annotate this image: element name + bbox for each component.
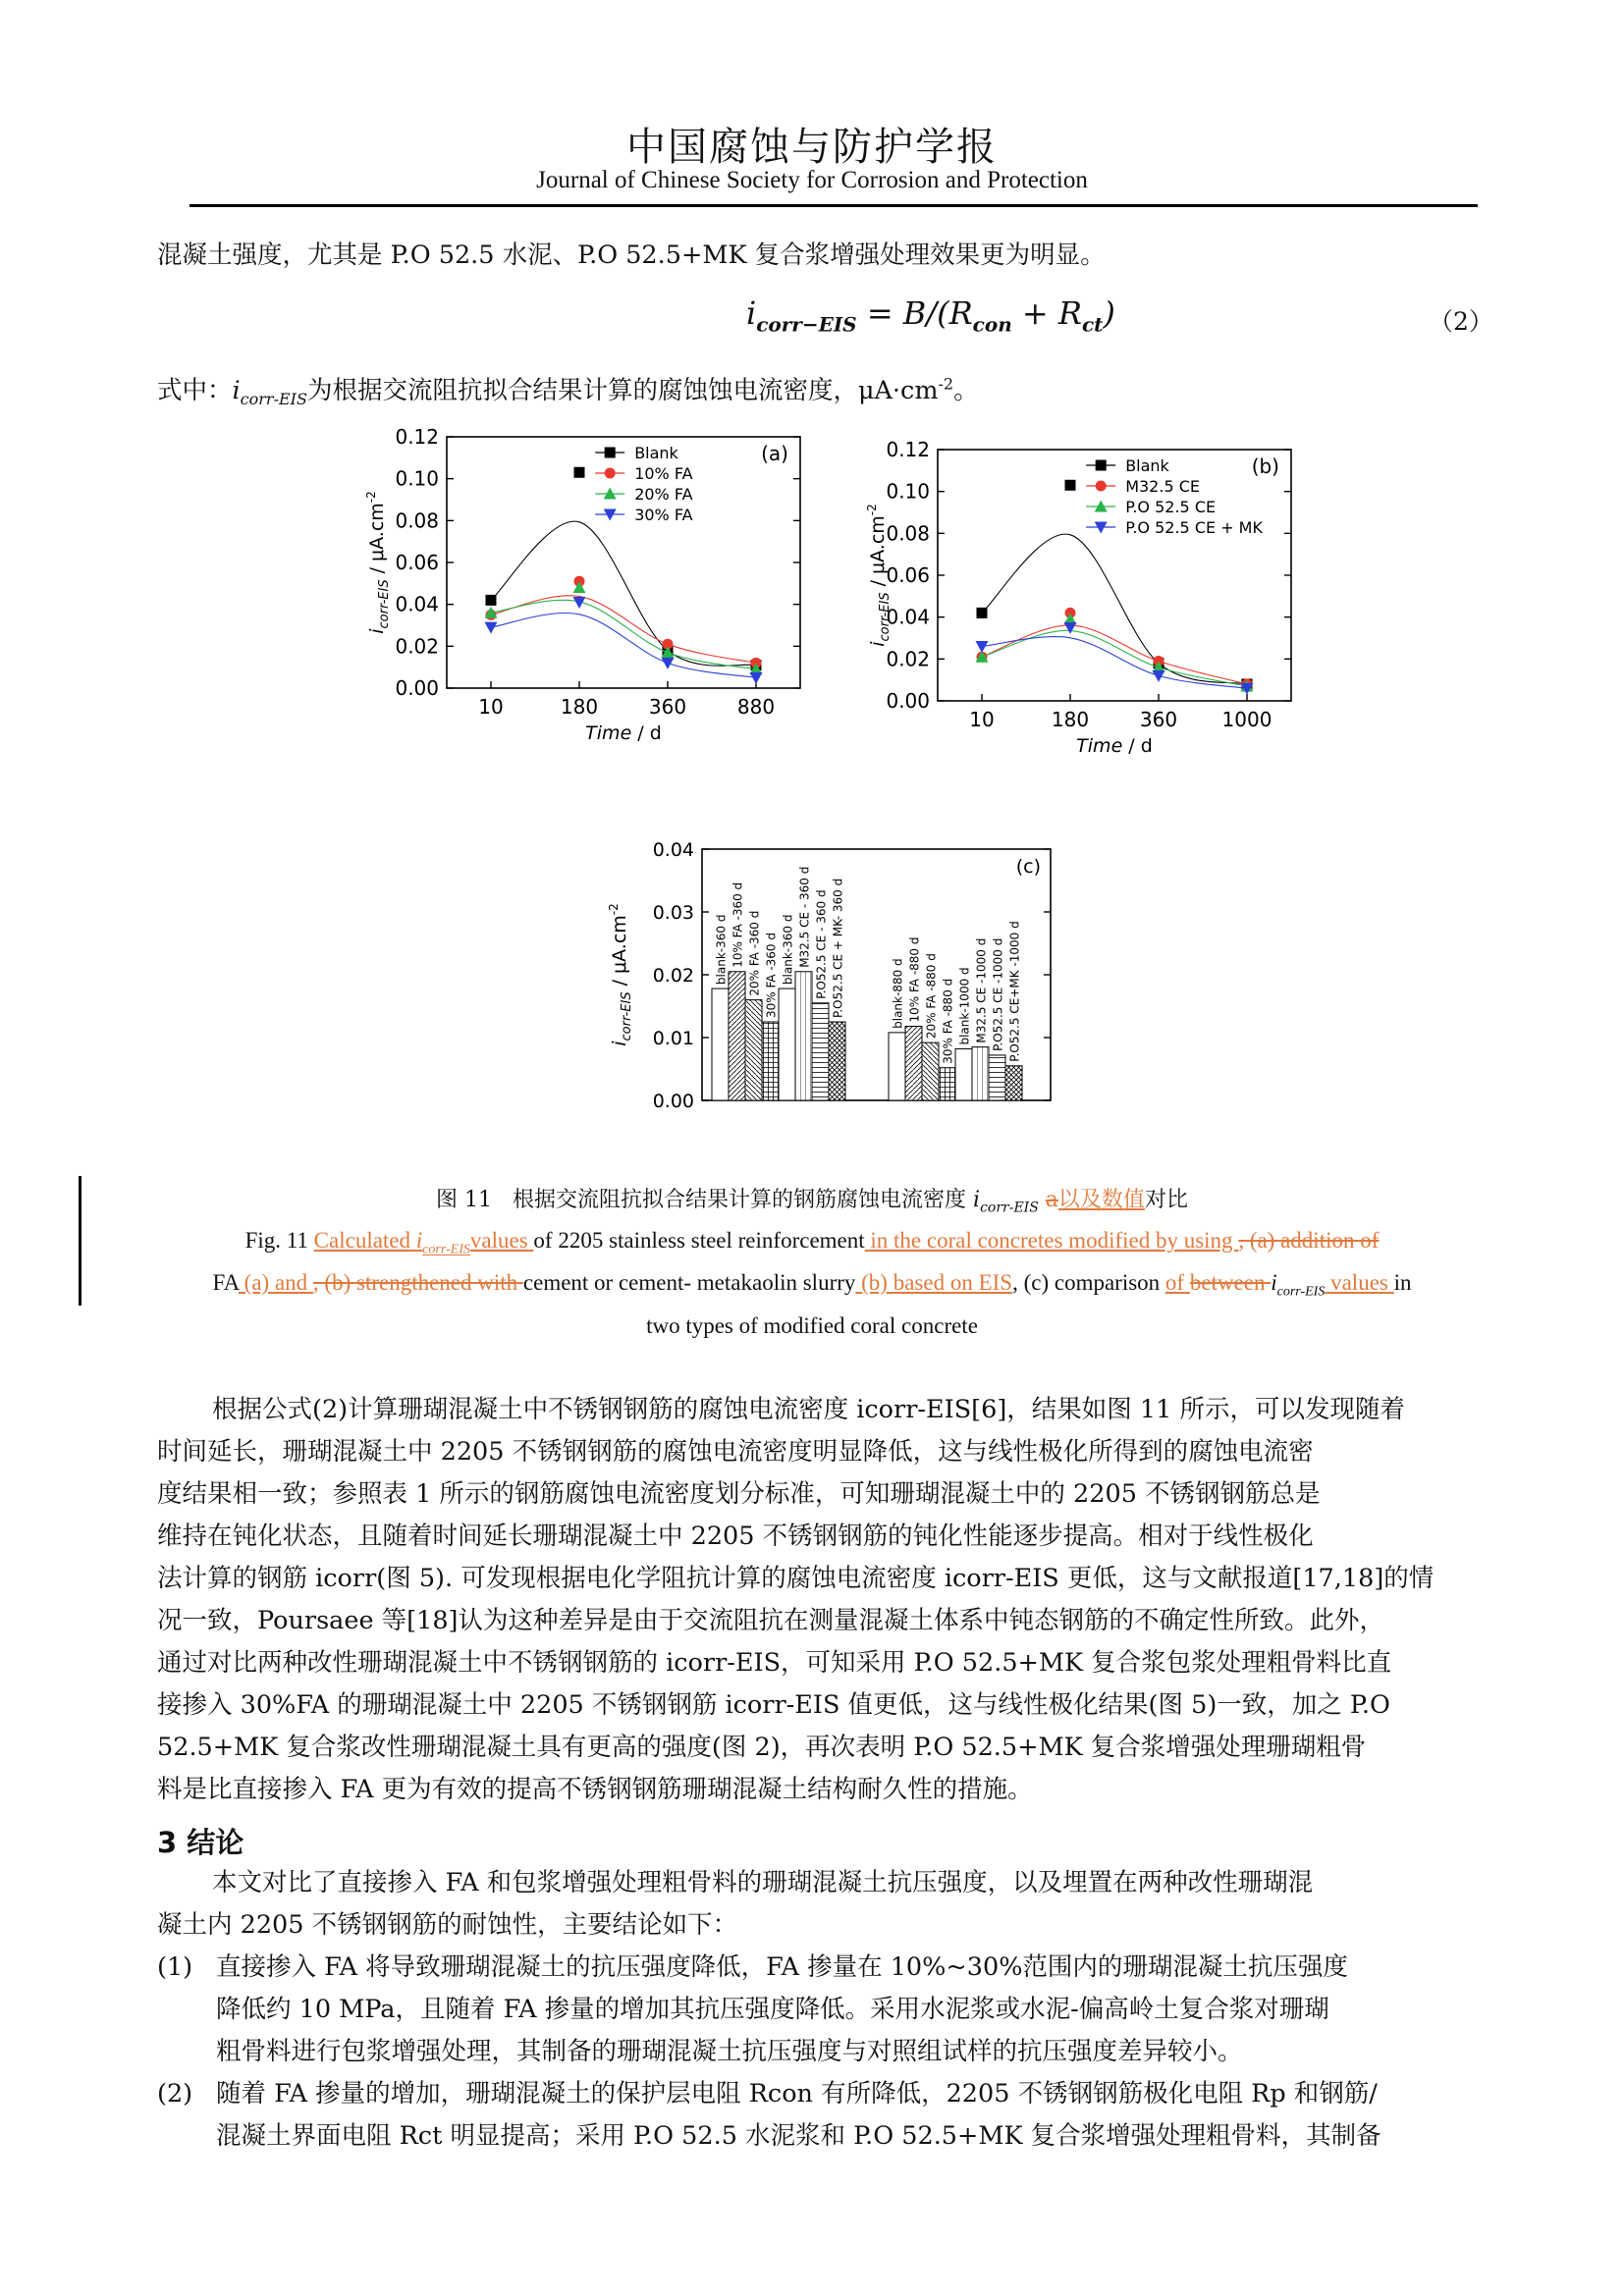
x-tick-label: 10 [478, 695, 504, 719]
y-tick-label: 0.12 [395, 427, 439, 449]
y-tick-label: 0.04 [652, 839, 694, 861]
bar-label: P.O52.5 CE -1000 d [991, 937, 1005, 1051]
bar-label: blank-880 d [891, 958, 905, 1029]
plot-frame [938, 450, 1291, 701]
x-tick-label: 360 [648, 695, 687, 719]
data-point [1065, 480, 1076, 491]
bar-label: M32.5 CE - 360 d [797, 866, 812, 968]
y-tick-label: 0.04 [395, 592, 439, 616]
y-tick-label: 0.12 [886, 438, 930, 461]
y-tick-label: 0.02 [886, 647, 930, 671]
x-tick-label: 180 [1051, 708, 1090, 731]
y-tick-label: 0.10 [886, 479, 930, 504]
chart-c [604, 839, 1065, 1119]
body-line: 通过对比两种改性珊瑚混凝土中不锈钢钢筋的 icorr-EIS，可知采用 P.O 52.5+MK 复合浆包浆处理粗骨料比直 [157, 1648, 1392, 1678]
bar-label: 30% FA -360 d [764, 933, 779, 1018]
bar [779, 988, 795, 1100]
y-tick-label: 0.03 [652, 902, 694, 924]
body-line: 法计算的钢筋 icorr(图 5). 可发现根据电化学阻抗计算的腐蚀电流密度 icorr-EIS 更低，这与文献报道[17,18]的情 [157, 1564, 1435, 1593]
bar-label: M32.5 CE -1000 d [974, 937, 989, 1043]
journal-title-en: Journal of Chinese Society for Corrosion and Protection [536, 167, 1088, 193]
equation-number: （2） [1429, 307, 1493, 336]
bar-label: P.O52.5 CE+MK -1000 d [1007, 921, 1022, 1062]
equation-2: $i_{corr-EIS} = B/(R_{con} + R_{ct})$ [746, 294, 1115, 337]
plot-frame [447, 437, 800, 688]
y-axis-label: $i_{corr-EIS} / \mu A.cm^{-2}$ [364, 491, 392, 634]
bar [745, 1000, 762, 1100]
legend-marker [1096, 460, 1107, 471]
bar-label: 10% FA -880 d [907, 936, 922, 1023]
y-axis-label: $i_{corr-EIS} / \mu A.cm^{-2}$ [607, 903, 634, 1046]
y-tick-label: 0.08 [395, 508, 439, 533]
bar [712, 988, 729, 1100]
conclusion-line: 混凝土界面电阻 Rct 明显提高；采用 P.O 52.5 水泥浆和 P.O 52.5+MK 复合浆增强处理粗骨料，其制备 [216, 2121, 1381, 2151]
legend-marker [605, 448, 616, 458]
legend-label: 20% FA [634, 485, 693, 504]
bar-label: 30% FA -880 d [941, 978, 955, 1064]
y-tick-label: 0.04 [886, 605, 930, 629]
x-tick-label: 180 [560, 695, 599, 719]
data-point [976, 641, 989, 653]
conclusion-2 [157, 2073, 1478, 2158]
y-tick-label: 0.00 [652, 1091, 694, 1112]
chart-b [854, 432, 1316, 761]
body-line: 况一致，Poursaee 等[18]认为这种差异是由于交流阻抗在测量混凝土体系中钝态钢筋的不确定性所致。此外， [157, 1606, 1385, 1635]
y-tick-label: 0.06 [395, 551, 439, 574]
x-axis-label: Time / d [1076, 735, 1153, 757]
y-tick-label: 0.02 [395, 634, 439, 659]
bar-label: P.O52.5 CE + MK- 360 d [831, 878, 845, 1018]
data-point [485, 622, 498, 634]
y-tick-label: 0.10 [395, 466, 439, 491]
legend-label: P.O 52.5 CE + MK [1125, 518, 1263, 537]
caption-en-line2: FA (a) and , (b) strengthened with cement or cement- metakaolin slurry (b) based on EIS, (c) comparison of between $i_{corr-EIS}$ values in [212, 1270, 1412, 1300]
body-line: 52.5+MK 复合浆改性珊瑚混凝土具有更高的强度(图 2)，再次表明 P.O 52.5+MK 复合浆增强处理珊瑚粗骨 [157, 1733, 1367, 1762]
bar [812, 1003, 829, 1100]
legend-marker [605, 468, 616, 479]
panel-label: (b) [1251, 454, 1279, 478]
y-tick-label: 0.00 [395, 676, 439, 700]
x-tick-label: 1000 [1221, 708, 1272, 731]
bar-label: 20% FA -880 d [924, 953, 939, 1040]
body-line: 维持在钝化状态，且随着时间延长珊瑚混凝土中 2205 不锈钢钢筋的钝化性能逐步提高。相对于线性极化 [157, 1522, 1314, 1551]
bar [729, 972, 745, 1100]
conclusion-1 [157, 1947, 1478, 2073]
header-rule [189, 204, 1478, 207]
legend-marker [1096, 481, 1107, 492]
data-point [1153, 670, 1165, 682]
fit-curve [491, 521, 756, 666]
bar [829, 1022, 845, 1100]
bar-label: 20% FA -360 d [747, 910, 762, 996]
y-axis-label: $i_{corr-EIS} / \mu A.cm^{-2}$ [865, 504, 893, 647]
bar-label: blank-1000 d [957, 967, 972, 1045]
chart-a [353, 427, 825, 756]
caption-cn: 图 11 根据交流阻抗拟合结果计算的钢筋腐蚀电流密度 $i_{corr-EIS}$ a以及数值对比 [436, 1188, 1188, 1216]
fit-curve [982, 625, 1247, 684]
data-point [750, 672, 763, 684]
y-tick-label: 0.08 [886, 521, 930, 546]
intro-line: 凝土内 2205 不锈钢钢筋的耐蚀性，主要结论如下： [157, 1910, 738, 1940]
body-line: 根据公式(2)计算珊瑚混凝土中不锈钢钢筋的腐蚀电流密度 icorr-EIS[6]，结果如图 11 所示，可以发现随着 [212, 1395, 1405, 1424]
conclusion-line: 随着 FA 掺量的增加，珊瑚混凝土的保护层电阻 Rcon 有所降低，2205 不锈钢钢筋极化电阻 Rp 和钢筋/ [216, 2079, 1378, 2109]
conclusion-line: 直接掺入 FA 将导致珊瑚混凝土的抗压强度降低，FA 掺量在 10%~30%范围内的珊瑚混凝土抗压强度 [216, 1952, 1348, 1982]
bar [1005, 1066, 1022, 1100]
data-point [574, 467, 585, 478]
fit-curve [491, 613, 756, 677]
data-point [662, 658, 675, 669]
bar-label: blank-360 d [781, 914, 795, 986]
bar-label: P.O52.5 CE - 360 d [814, 889, 829, 999]
fit-curve [491, 600, 756, 669]
x-tick-label: 360 [1139, 708, 1178, 731]
fit-curve [982, 637, 1247, 689]
top-text: 混凝土强度，尤其是 P.O 52.5 水泥、P.O 52.5+MK 复合浆增强处理效果更为明显。 [157, 240, 1106, 270]
conclusion-line: 粗骨料进行包浆增强处理，其制备的珊瑚混凝土抗压强度与对照组试样的抗压强度差异较小。 [216, 2037, 1243, 2066]
legend-label: M32.5 CE [1125, 477, 1200, 496]
conclusion-number: (1) [157, 1952, 193, 1982]
bar-label: 10% FA -360 d [731, 881, 745, 968]
intro-line: 本文对比了直接掺入 FA 和包浆增强处理粗骨料的珊瑚混凝土抗压强度，以及埋置在两种改性珊瑚混 [212, 1868, 1314, 1897]
x-axis-label: Time / d [585, 722, 662, 744]
legend-label: 30% FA [634, 506, 693, 524]
bar [762, 1022, 779, 1100]
y-tick-label: 0.00 [886, 689, 930, 713]
fit-curve [982, 534, 1247, 684]
conclusion-line: 降低约 10 MPa，且随着 FA 掺量的增加其抗压强度降低。采用水泥浆或水泥-偏高岭土复合浆对珊瑚 [216, 1995, 1329, 2024]
journal-title-cn: 中国腐蚀与防护学报 [626, 125, 998, 170]
body-line: 度结果相一致；参照表 1 所示的钢筋腐蚀电流密度划分标准，可知珊瑚混凝土中的 2205 不锈钢钢筋总是 [157, 1479, 1321, 1509]
legend-label: Blank [634, 444, 678, 462]
data-point [977, 608, 988, 618]
body-line: 时间延长，珊瑚混凝土中 2205 不锈钢钢筋的腐蚀电流密度明显降低，这与线性极化所得到的腐蚀电流密 [157, 1437, 1314, 1467]
x-tick-label: 10 [969, 708, 995, 731]
y-tick-label: 0.02 [652, 965, 694, 987]
data-point [1064, 622, 1077, 634]
bar [955, 1049, 972, 1100]
y-tick-label: 0.01 [652, 1028, 694, 1049]
body-line: 料是比直接掺入 FA 更为有效的提高不锈钢钢筋珊瑚混凝土结构耐久性的措施。 [157, 1775, 1033, 1804]
bar [939, 1068, 955, 1100]
panel-label: (a) [761, 442, 788, 465]
caption-en-line1: Fig. 11 Calculated $i_{corr-EIS}values$ of 2205 stainless steel reinforcement in the coral concretes modified by using , (a) addition of [244, 1228, 1380, 1257]
caption-en-line3: two types of modified coral concrete [646, 1313, 978, 1338]
conclusion-number: (2) [157, 2079, 193, 2109]
y-tick-label: 0.06 [886, 563, 930, 587]
legend-label: 10% FA [634, 464, 693, 483]
bar [905, 1026, 922, 1100]
fit-curve [491, 596, 756, 664]
body-line: 接掺入 30%FA 的珊瑚混凝土中 2205 不锈钢钢筋 icorr-EIS 值更低，这与线性极化结果(图 5)一致，加之 P.O [157, 1690, 1390, 1720]
section-heading: 3 结论 [157, 1826, 244, 1859]
panel-label: (c) [1015, 856, 1041, 878]
legend-label: P.O 52.5 CE [1125, 498, 1217, 516]
legend-label: Blank [1125, 456, 1169, 475]
data-point [486, 595, 497, 606]
definition-line: 式中：$i_{corr-EIS}$为根据交流阻抗拟合结果计算的腐蚀蚀电流密度，$\mu A\cdot cm^{-2}$。 [157, 374, 979, 409]
bar [795, 972, 812, 1100]
body-paragraph [157, 1389, 1478, 1811]
bar [889, 1033, 905, 1100]
conclusion-intro [157, 1862, 1478, 1947]
x-tick-label: 880 [736, 695, 776, 719]
bar-label: blank-360 d [714, 914, 729, 986]
bar [922, 1042, 939, 1100]
bar [972, 1047, 989, 1100]
bar [989, 1055, 1005, 1100]
